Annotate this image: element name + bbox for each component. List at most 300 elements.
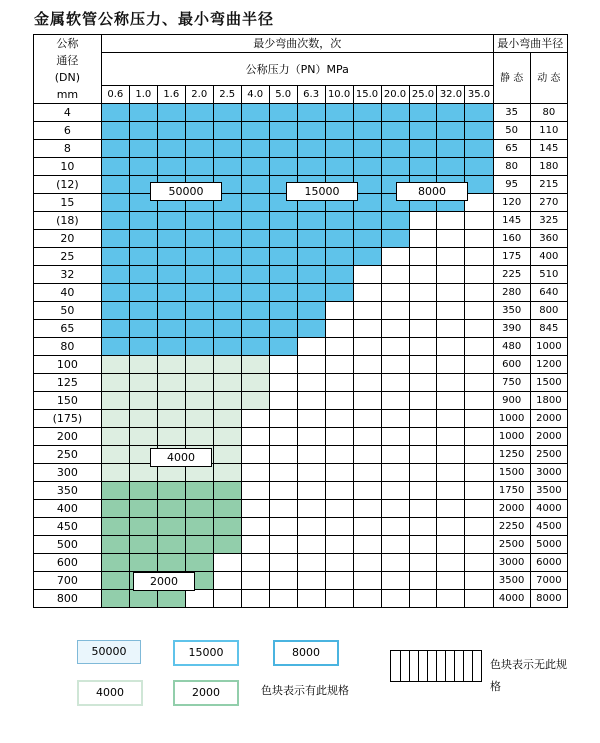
bend-count-cell (381, 410, 409, 428)
bend-count-cell (297, 392, 325, 410)
bend-count-cell (101, 482, 129, 500)
radius-static-cell: 50 (493, 122, 530, 140)
radius-dynamic-cell: 8000 (530, 590, 567, 608)
bend-count-cell (241, 338, 269, 356)
bend-count-cell (325, 140, 353, 158)
bend-count-cell (157, 338, 185, 356)
dn-value-cell: 600 (34, 554, 102, 572)
bend-count-cell (101, 572, 129, 590)
radius-static-cell: 350 (493, 302, 530, 320)
bend-count-cell (101, 302, 129, 320)
bend-count-cell (381, 446, 409, 464)
bend-count-cell (129, 410, 157, 428)
bend-count-cell (353, 266, 381, 284)
bend-count-cell (325, 446, 353, 464)
bend-count-cell (437, 410, 465, 428)
bend-count-cell (269, 464, 297, 482)
bend-count-cell (353, 284, 381, 302)
dn-value-cell: 25 (34, 248, 102, 266)
bend-count-cell (185, 536, 213, 554)
bend-count-cell (437, 320, 465, 338)
radius-dynamic-cell: 1800 (530, 392, 567, 410)
bend-count-cell (269, 428, 297, 446)
bend-count-cell (241, 482, 269, 500)
bend-count-cell (409, 482, 437, 500)
radius-static-cell: 3000 (493, 554, 530, 572)
bend-count-cell (157, 266, 185, 284)
pressure-header-cell: 25.0 (409, 86, 437, 104)
overlay-label: 50000 (150, 182, 222, 201)
bend-count-cell (297, 446, 325, 464)
legend-swatch-2000: 2000 (173, 680, 239, 706)
bend-count-cell (185, 500, 213, 518)
bend-count-cell (381, 356, 409, 374)
bend-count-cell (269, 500, 297, 518)
bend-count-cell (129, 248, 157, 266)
bend-count-cell (129, 518, 157, 536)
bend-count-cell (409, 536, 437, 554)
bend-count-cell (269, 536, 297, 554)
dn-value-cell: 700 (34, 572, 102, 590)
bend-count-cell (213, 590, 241, 608)
bend-count-cell (465, 590, 493, 608)
radius-dynamic-cell: 145 (530, 140, 567, 158)
bend-count-cell (129, 266, 157, 284)
bend-count-cell (185, 518, 213, 536)
bend-count-cell (437, 302, 465, 320)
bend-count-cell (269, 374, 297, 392)
bend-count-cell (157, 248, 185, 266)
pressure-header: 公称压力（PN）MPa (101, 53, 493, 86)
bend-count-cell (409, 338, 437, 356)
bend-count-cell (185, 248, 213, 266)
bend-count-cell (241, 302, 269, 320)
legend-note-no-spec: 色块表示无此规格 (490, 658, 567, 693)
bend-count-cell (101, 104, 129, 122)
bend-count-cell (353, 374, 381, 392)
bend-count-cell (213, 392, 241, 410)
radius-static-cell: 2000 (493, 500, 530, 518)
bend-count-cell (437, 464, 465, 482)
bend-count-cell (241, 428, 269, 446)
bend-count-cell (465, 212, 493, 230)
bend-count-cell (213, 446, 241, 464)
bend-count-cell (465, 230, 493, 248)
bend-count-cell (269, 572, 297, 590)
bend-count-cell (465, 464, 493, 482)
pressure-header-cell: 15.0 (353, 86, 381, 104)
legend-grid-line (400, 651, 401, 681)
bend-count-cell (241, 464, 269, 482)
bend-count-cell (157, 302, 185, 320)
bend-count-cell (185, 554, 213, 572)
dn-value-cell: 200 (34, 428, 102, 446)
bend-count-cell (101, 590, 129, 608)
bend-count-cell (185, 230, 213, 248)
bend-count-cell (437, 446, 465, 464)
bend-count-cell (269, 356, 297, 374)
bend-count-cell (241, 122, 269, 140)
bend-count-cell (129, 158, 157, 176)
bend-count-cell (409, 428, 437, 446)
bend-count-cell (353, 104, 381, 122)
bend-count-cell (297, 320, 325, 338)
bend-count-cell (297, 356, 325, 374)
bend-count-cell (157, 122, 185, 140)
radius-dynamic-cell: 2000 (530, 410, 567, 428)
bend-count-cell (437, 356, 465, 374)
radius-dynamic-cell: 400 (530, 248, 567, 266)
bend-count-cell (381, 248, 409, 266)
radius-dynamic-cell: 510 (530, 266, 567, 284)
table-row (34, 302, 568, 320)
bend-count-cell (213, 554, 241, 572)
legend-grid-line (463, 651, 464, 681)
overlay-label: 2000 (133, 572, 195, 591)
bend-count-cell (465, 392, 493, 410)
bend-count-cell (269, 518, 297, 536)
bend-count-cell (185, 320, 213, 338)
bend-count-cell (129, 536, 157, 554)
bend-count-cell (465, 428, 493, 446)
radius-dynamic-cell: 640 (530, 284, 567, 302)
legend-swatch-15000: 15000 (173, 640, 239, 666)
bend-count-cell (269, 104, 297, 122)
bend-count-cell (185, 212, 213, 230)
dn-value-cell: 350 (34, 482, 102, 500)
bend-count-cell (213, 338, 241, 356)
bend-count-cell (241, 320, 269, 338)
bend-count-cell (409, 266, 437, 284)
bend-count-cell (269, 446, 297, 464)
bend-count-cell (325, 410, 353, 428)
bend-count-cell (325, 284, 353, 302)
bend-count-cell (381, 482, 409, 500)
bend-count-cell (101, 356, 129, 374)
bend-count-cell (465, 284, 493, 302)
bend-count-cell (381, 554, 409, 572)
bend-count-cell (101, 338, 129, 356)
dn-header-line-4: mm (56, 88, 79, 101)
bend-count-cell (157, 392, 185, 410)
dn-value-cell: 8 (34, 140, 102, 158)
bend-count-cell (353, 482, 381, 500)
bend-count-cell (129, 356, 157, 374)
bend-count-cell (381, 212, 409, 230)
overlay-label: 15000 (286, 182, 358, 201)
dn-value-cell: 400 (34, 500, 102, 518)
legend-grid-line (454, 651, 455, 681)
radius-static-cell: 3500 (493, 572, 530, 590)
bend-count-cell (129, 554, 157, 572)
pressure-header-cell: 6.3 (297, 86, 325, 104)
bend-count-cell (297, 518, 325, 536)
radius-static-cell: 160 (493, 230, 530, 248)
bend-count-cell (241, 518, 269, 536)
radius-dynamic-cell: 3500 (530, 482, 567, 500)
bend-count-cell (325, 374, 353, 392)
radius-static-cell: 95 (493, 176, 530, 194)
bend-count-cell (157, 284, 185, 302)
bend-count-cell (409, 356, 437, 374)
bend-count-cell (269, 230, 297, 248)
bend-count-cell (381, 518, 409, 536)
radius-static-cell: 120 (493, 194, 530, 212)
bend-count-cell (353, 212, 381, 230)
bend-count-cell (409, 446, 437, 464)
bend-count-cell (381, 230, 409, 248)
bend-count-cell (465, 266, 493, 284)
bend-count-cell (325, 356, 353, 374)
bend-count-cell (325, 248, 353, 266)
dn-header-line-2: 通径 (56, 54, 79, 67)
bend-count-cell (297, 122, 325, 140)
bend-count-cell (101, 374, 129, 392)
bend-count-cell (157, 320, 185, 338)
table-row (34, 590, 568, 608)
bend-count-cell (437, 122, 465, 140)
bend-count-cell (185, 374, 213, 392)
bend-count-cell (269, 302, 297, 320)
bend-count-cell (157, 590, 185, 608)
bend-count-cell (241, 554, 269, 572)
bend-count-cell (213, 356, 241, 374)
bend-count-cell (325, 122, 353, 140)
bend-count-cell (213, 140, 241, 158)
bend-count-cell (213, 374, 241, 392)
bend-count-cell (297, 104, 325, 122)
table-row (34, 104, 568, 122)
radius-dynamic-header: 动 态 (530, 53, 567, 104)
bend-count-cell (185, 590, 213, 608)
bend-count-cell (213, 302, 241, 320)
bend-count-cell (213, 482, 241, 500)
bend-count-cell (437, 572, 465, 590)
bend-count-cell (213, 284, 241, 302)
bend-count-cell (353, 554, 381, 572)
bend-count-cell (325, 320, 353, 338)
pressure-header-cell: 5.0 (269, 86, 297, 104)
bend-count-cell (157, 482, 185, 500)
dn-value-cell: 500 (34, 536, 102, 554)
bend-count-header: 最少弯曲次数，次 (101, 35, 493, 53)
bend-count-cell (325, 500, 353, 518)
bend-count-cell (465, 572, 493, 590)
dn-value-cell: 20 (34, 230, 102, 248)
bend-count-cell (325, 266, 353, 284)
bend-count-cell (185, 302, 213, 320)
pressure-header-cell: 1.6 (157, 86, 185, 104)
radius-dynamic-cell: 4500 (530, 518, 567, 536)
radius-static-cell: 1500 (493, 464, 530, 482)
bend-count-cell (465, 356, 493, 374)
bend-count-cell (129, 482, 157, 500)
bend-count-cell (325, 428, 353, 446)
dn-value-cell: 300 (34, 464, 102, 482)
radius-dynamic-cell: 180 (530, 158, 567, 176)
dn-value-cell: 250 (34, 446, 102, 464)
bend-count-cell (353, 230, 381, 248)
dn-header-line-3: (DN) (54, 71, 81, 84)
bend-count-cell (297, 554, 325, 572)
bend-count-cell (297, 248, 325, 266)
legend-swatch-4000: 4000 (77, 680, 143, 706)
radius-static-cell: 80 (493, 158, 530, 176)
bend-count-cell (269, 554, 297, 572)
table-row (34, 320, 568, 338)
dn-value-cell: 800 (34, 590, 102, 608)
bend-count-cell (353, 122, 381, 140)
bend-count-cell (101, 428, 129, 446)
bend-count-cell (409, 572, 437, 590)
radius-dynamic-cell: 360 (530, 230, 567, 248)
table-row (34, 464, 568, 482)
radius-dynamic-cell: 110 (530, 122, 567, 140)
bend-count-cell (353, 410, 381, 428)
bend-count-cell (157, 140, 185, 158)
bend-count-cell (241, 104, 269, 122)
bend-count-cell (325, 590, 353, 608)
bend-count-cell (185, 284, 213, 302)
dn-header-cell (34, 35, 102, 104)
radius-dynamic-cell: 4000 (530, 500, 567, 518)
table-row (34, 392, 568, 410)
pressure-header-cell: 35.0 (465, 86, 493, 104)
legend-grid-line (445, 651, 446, 681)
bend-count-cell (381, 392, 409, 410)
bend-count-cell (213, 104, 241, 122)
bend-count-cell (129, 590, 157, 608)
bend-count-cell (241, 230, 269, 248)
table-row (34, 230, 568, 248)
bend-count-cell (185, 266, 213, 284)
bend-count-cell (129, 392, 157, 410)
bend-count-cell (409, 212, 437, 230)
pressure-header-cell: 10.0 (325, 86, 353, 104)
bend-count-cell (269, 482, 297, 500)
bend-count-cell (185, 392, 213, 410)
bend-count-cell (465, 500, 493, 518)
table-row (34, 554, 568, 572)
bend-count-cell (325, 572, 353, 590)
bend-count-cell (465, 140, 493, 158)
radius-dynamic-cell: 80 (530, 104, 567, 122)
bend-count-cell (437, 212, 465, 230)
bend-count-cell (465, 302, 493, 320)
dn-value-cell: 4 (34, 104, 102, 122)
table-row (34, 248, 568, 266)
bend-count-cell (157, 374, 185, 392)
bend-count-cell (353, 320, 381, 338)
pressure-header-cell: 0.6 (101, 86, 129, 104)
bend-count-cell (325, 554, 353, 572)
bend-count-cell (297, 230, 325, 248)
radius-static-cell: 225 (493, 266, 530, 284)
table-row (34, 122, 568, 140)
bend-count-cell (325, 392, 353, 410)
bend-count-cell (185, 482, 213, 500)
radius-dynamic-cell: 1200 (530, 356, 567, 374)
bend-count-cell (269, 266, 297, 284)
radius-static-cell: 1750 (493, 482, 530, 500)
bend-count-cell (241, 140, 269, 158)
bend-count-cell (157, 212, 185, 230)
bend-count-cell (269, 140, 297, 158)
bend-count-cell (129, 500, 157, 518)
bend-count-cell (129, 212, 157, 230)
radius-static-cell: 65 (493, 140, 530, 158)
bend-count-cell (101, 392, 129, 410)
bend-count-cell (297, 374, 325, 392)
bend-count-cell (297, 212, 325, 230)
bend-count-cell (409, 122, 437, 140)
bend-count-cell (213, 320, 241, 338)
bend-count-cell (353, 356, 381, 374)
bend-count-cell (409, 302, 437, 320)
bend-count-cell (101, 212, 129, 230)
radius-static-cell: 1250 (493, 446, 530, 464)
radius-static-cell: 280 (493, 284, 530, 302)
bend-count-cell (157, 428, 185, 446)
bend-count-cell (409, 518, 437, 536)
bend-count-cell (381, 158, 409, 176)
legend-grid-line (409, 651, 410, 681)
bend-count-cell (437, 158, 465, 176)
bend-count-cell (437, 104, 465, 122)
table-row (34, 482, 568, 500)
bend-count-cell (437, 482, 465, 500)
bend-count-cell (101, 464, 129, 482)
table-row (34, 284, 568, 302)
dn-value-cell: 150 (34, 392, 102, 410)
radius-dynamic-cell: 3000 (530, 464, 567, 482)
bend-count-cell (437, 392, 465, 410)
bend-count-cell (241, 500, 269, 518)
radius-static-cell: 1000 (493, 428, 530, 446)
bend-count-cell (381, 374, 409, 392)
dn-value-cell: (175) (34, 410, 102, 428)
bend-count-cell (101, 410, 129, 428)
bend-count-cell (465, 482, 493, 500)
bend-count-cell (297, 590, 325, 608)
bend-count-cell (297, 302, 325, 320)
bend-count-cell (213, 122, 241, 140)
bend-count-cell (157, 518, 185, 536)
table-row (34, 140, 568, 158)
bend-count-cell (101, 284, 129, 302)
bend-count-cell (185, 122, 213, 140)
bend-count-cell (269, 338, 297, 356)
bend-count-cell (465, 518, 493, 536)
bend-count-cell (241, 158, 269, 176)
dn-value-cell: 100 (34, 356, 102, 374)
legend-note-has-spec: 色块表示有此规格 (261, 684, 349, 697)
bend-count-cell (297, 284, 325, 302)
bend-count-cell (185, 428, 213, 446)
bend-count-cell (381, 266, 409, 284)
bend-count-cell (269, 122, 297, 140)
bend-count-cell (269, 284, 297, 302)
bend-count-cell (101, 446, 129, 464)
table-row (34, 572, 568, 590)
bend-count-cell (353, 158, 381, 176)
bend-radius-header: 最小弯曲半径 (493, 35, 567, 53)
radius-dynamic-cell: 325 (530, 212, 567, 230)
radius-dynamic-cell: 270 (530, 194, 567, 212)
legend-grid-line (418, 651, 419, 681)
bend-count-cell (297, 500, 325, 518)
bend-count-cell (381, 500, 409, 518)
